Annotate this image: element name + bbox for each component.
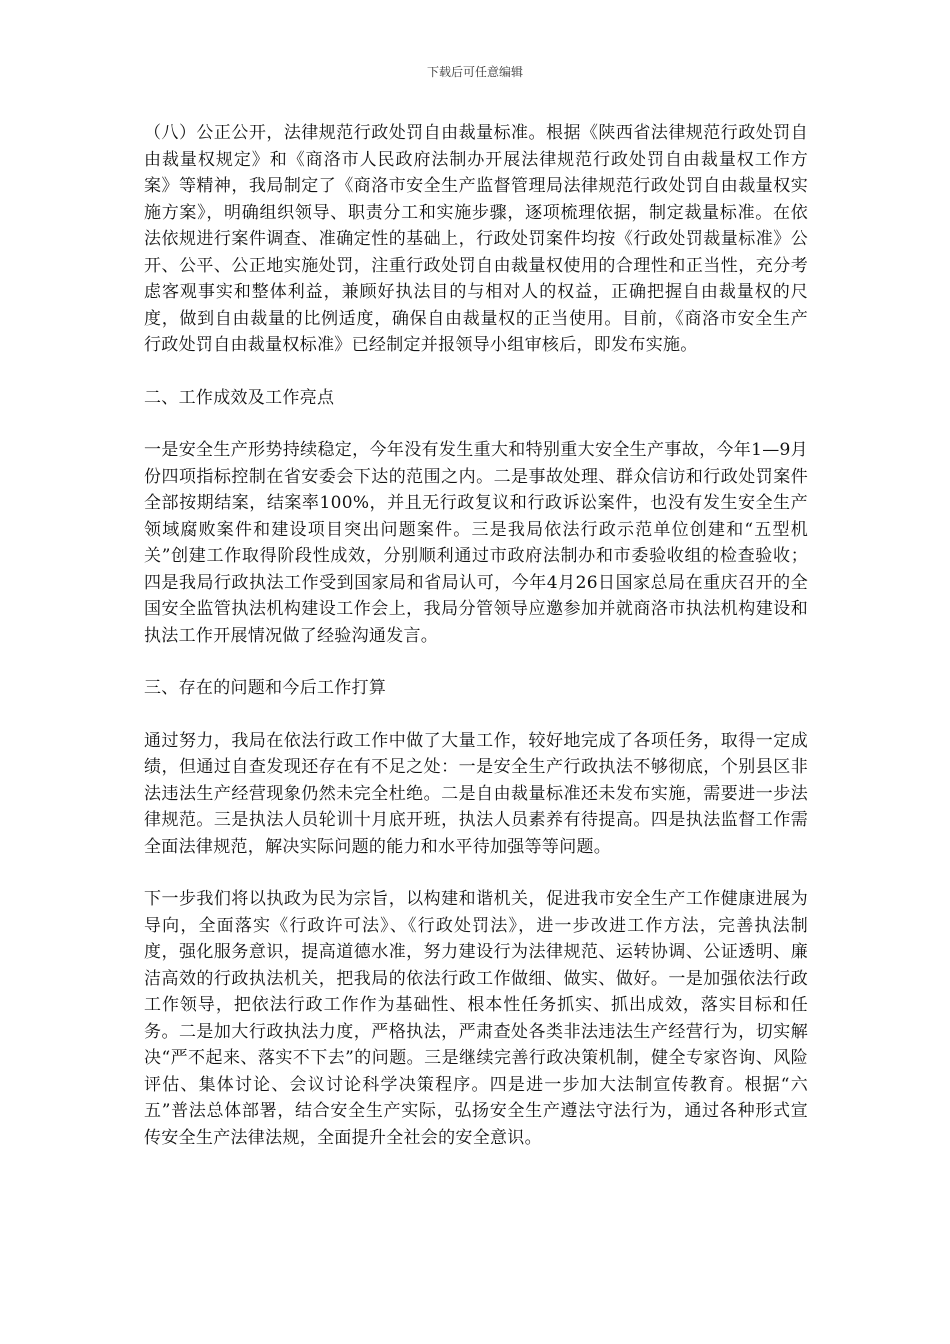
page-header: 下载后可任意编辑 bbox=[426, 65, 523, 79]
paragraph-achievements: 一是安全生产形势持续稳定，今年没有发生重大和特别重大安全生产事故，今年1—9月份四项指标控制在省安委会下达的范围之内。二是事故处理、群众信访和行政处罚案件全部按期结案，结案率100%，并且无行政复议和行政诉讼案件，也没有发生安全生产领域腐败案件和建设项目突出问题案件。三是我局依法行政示范单位创建和“五型机关”创建工作取得阶段性成效，分别顺利通过市政府法制办和市委验收组的检查验收；四是我局行政执法工作受到国家局和省局认可，今年4月26日国家总局在重庆召开的全国安全监管执法机构建设工作会上，我局分管领导应邀参加并就商洛市执法机构建设和执法工作开展情况做了经验沟通发言。 bbox=[144, 440, 808, 646]
paragraph-next-steps: 下一步我们将以执政为民为宗旨，以构建和谐机关，促进我市安全生产工作健康进展为导向，全面落实《行政许可法》、《行政处罚法》，进一步改进工作方法，完善执法制度，强化服务意识，提高道德水准，努力建设行为法律规范、运转协调、公证透明、廉洁高效的行政执法机关，把我局的依法行政工作做细、做实、做好。一是加强依法行政工作领导，把依法行政工作作为基础性、根本性任务抓实、抓出成效，落实目标和任务。二是加大行政执法力度，严格执法，严肃查处各类非法违法生产经营行为，切实解决“严不起来、落实不下去”的问题。三是继续完善行政决策机制，健全专家咨询、风险评估、集体讨论、会议讨论科学决策程序。四是进一步加大法制宣传教育。根据“六五”普法总体部署，结合安全生产实际，弘扬安全生产遵法守法行为，通过各种形式宣传安全生产法律法规，全面提升全社会的安全意识。 bbox=[144, 889, 808, 1148]
document-body bbox=[144, 120, 808, 1151]
paragraph-section-8: （八）公正公开，法律规范行政处罚自由裁量标准。根据《陕西省法律规范行政处罚自由裁量权规定》和《商洛市人民政府法制办开展法律规范行政处罚自由裁量权工作方案》等精神，我局制定了《商洛市安全生产监督管理局法律规范行政处罚自由裁量权实施方案》，明确组织领导、职责分工和实施步骤，逐项梳理依据，制定裁量标准。在依法依规进行案件调查、准确定性的基础上，行政处罚案件均按《行政处罚裁量标准》公开、公平、公正地实施处罚，注重行政处罚自由裁量权使用的合理性和正当性，充分考虑客观事实和整体利益，兼顾好执法目的与相对人的权益，正确把握自由裁量权的尺度，做到自由裁量的比例适度，确保自由裁量权的正当使用。目前，《商洛市安全生产行政处罚自由裁量权标准》已经制定并报领导小组审核后，即发布实施。 bbox=[144, 123, 808, 355]
paragraph-problems: 通过努力，我局在依法行政工作中做了大量工作，较好地完成了各项任务，取得一定成绩，但通过自查发现还存在有不足之处：一是安全生产行政执法不够彻底，个别县区非法违法生产经营现象仍然未完全杜绝。二是自由裁量标准还未发布实施，需要进一步法律规范。三是执法人员轮训十月底开班，执法人员素养有待提高。四是执法监督工作需全面法律规范，解决实际问题的能力和水平待加强等等问题。 bbox=[144, 730, 808, 857]
heading-problems-plans: 三、存在的问题和今后工作打算 bbox=[144, 678, 387, 698]
heading-achievements: 二、工作成效及工作亮点 bbox=[144, 387, 335, 408]
